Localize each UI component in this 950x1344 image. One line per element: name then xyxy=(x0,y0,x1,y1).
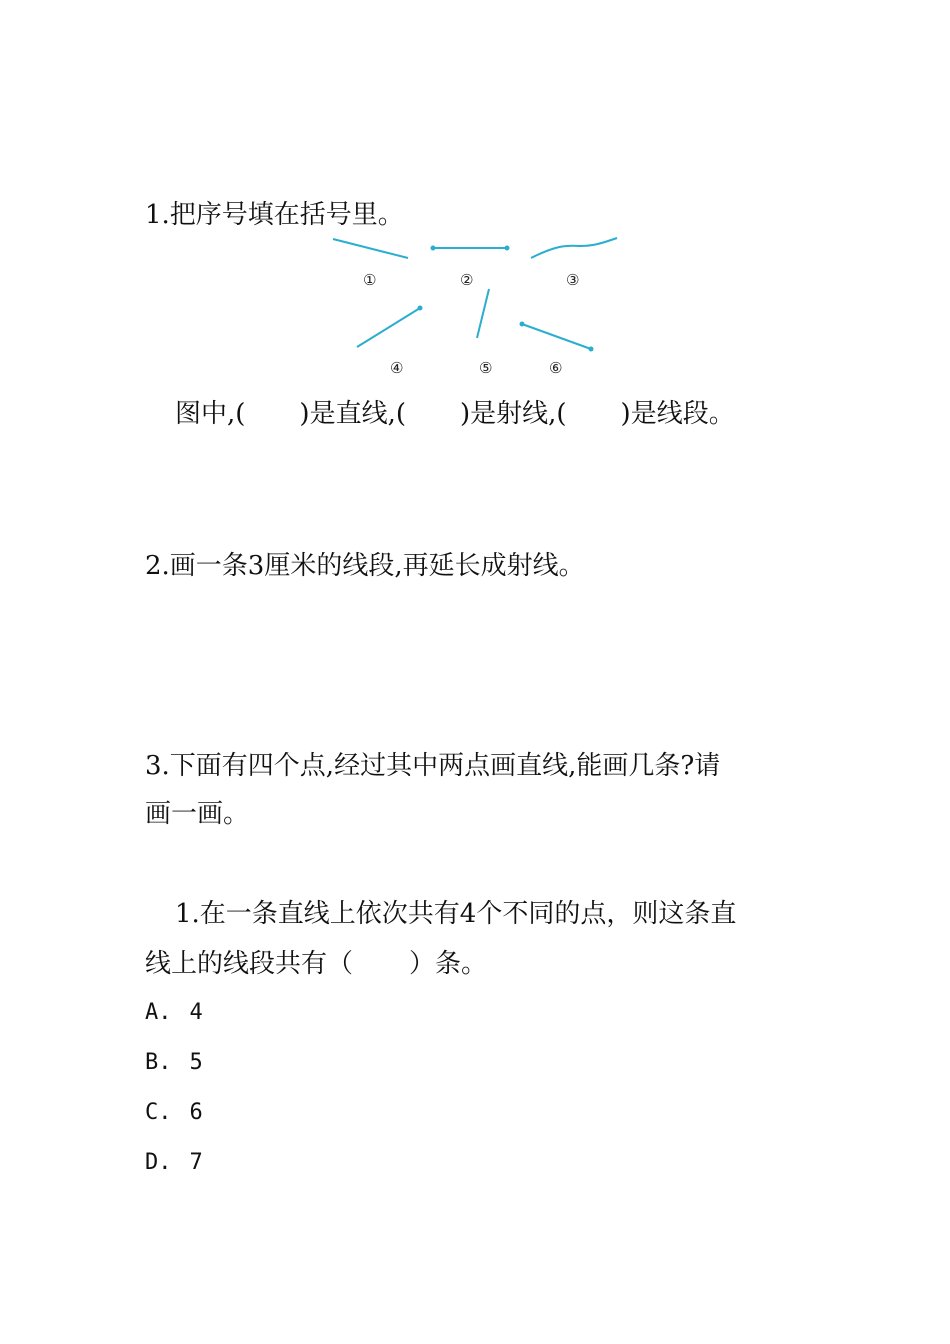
q1-title: 1.把序号填在括号里。 xyxy=(145,200,404,230)
figure-3-curve xyxy=(531,238,617,258)
answer-text-4: )是线段。 xyxy=(620,399,735,429)
mc-question-line-1: 1.在一条直线上依次共有4个不同的点，则这条直 xyxy=(175,899,737,929)
figure-6-endpoint-b xyxy=(589,347,594,352)
figure-1-line xyxy=(333,239,408,258)
figure-6-endpoint-a xyxy=(520,322,525,327)
figure-label-2: ② xyxy=(460,271,474,289)
q3-line-1: 3.下面有四个点,经过其中两点画直线,能画几条?请 xyxy=(145,751,721,781)
q2-text: 2.画一条3厘米的线段,再延长成射线。 xyxy=(145,551,585,581)
figure-label-6: ⑥ xyxy=(549,359,563,377)
figure-label-3: ③ xyxy=(566,271,580,289)
figure-2-endpoint-b xyxy=(505,246,510,251)
figure-4-endpoint xyxy=(418,306,423,311)
option-d[interactable] xyxy=(145,1147,203,1179)
q3-line-2: 画一画。 xyxy=(145,799,250,829)
option-c-value: 6 xyxy=(189,1100,203,1125)
mc-text-before-blank: 线上的线段共有（ xyxy=(145,949,354,979)
figure-6-segment xyxy=(522,324,591,349)
answer-text-3: )是射线,( xyxy=(459,399,567,429)
figure-2-endpoint-a xyxy=(431,246,436,251)
answer-text-2: )是直线,( xyxy=(299,399,406,429)
figure-5-line xyxy=(477,289,489,338)
option-b[interactable] xyxy=(145,1047,203,1079)
figure-label-4: ④ xyxy=(390,359,404,377)
option-d-value: 7 xyxy=(189,1150,203,1175)
option-b-letter: B. xyxy=(145,1050,172,1075)
option-a-letter: A. xyxy=(145,1000,172,1025)
option-c[interactable] xyxy=(145,1097,203,1129)
answer-text-1: 图中,( xyxy=(175,399,246,429)
mc-question-line-2 xyxy=(145,948,487,980)
lines-figure xyxy=(0,0,950,400)
option-b-value: 5 xyxy=(189,1050,203,1075)
figure-label-1: ① xyxy=(363,271,377,289)
q1-answer-line xyxy=(175,398,735,430)
option-d-letter: D. xyxy=(145,1150,172,1175)
option-a-value: 4 xyxy=(189,1000,203,1025)
figure-label-5: ⑤ xyxy=(479,359,493,377)
mc-text-after-blank: ）条。 xyxy=(409,949,488,979)
figure-4-ray xyxy=(357,308,420,347)
option-c-letter: C. xyxy=(145,1100,172,1125)
option-a[interactable] xyxy=(145,997,203,1029)
